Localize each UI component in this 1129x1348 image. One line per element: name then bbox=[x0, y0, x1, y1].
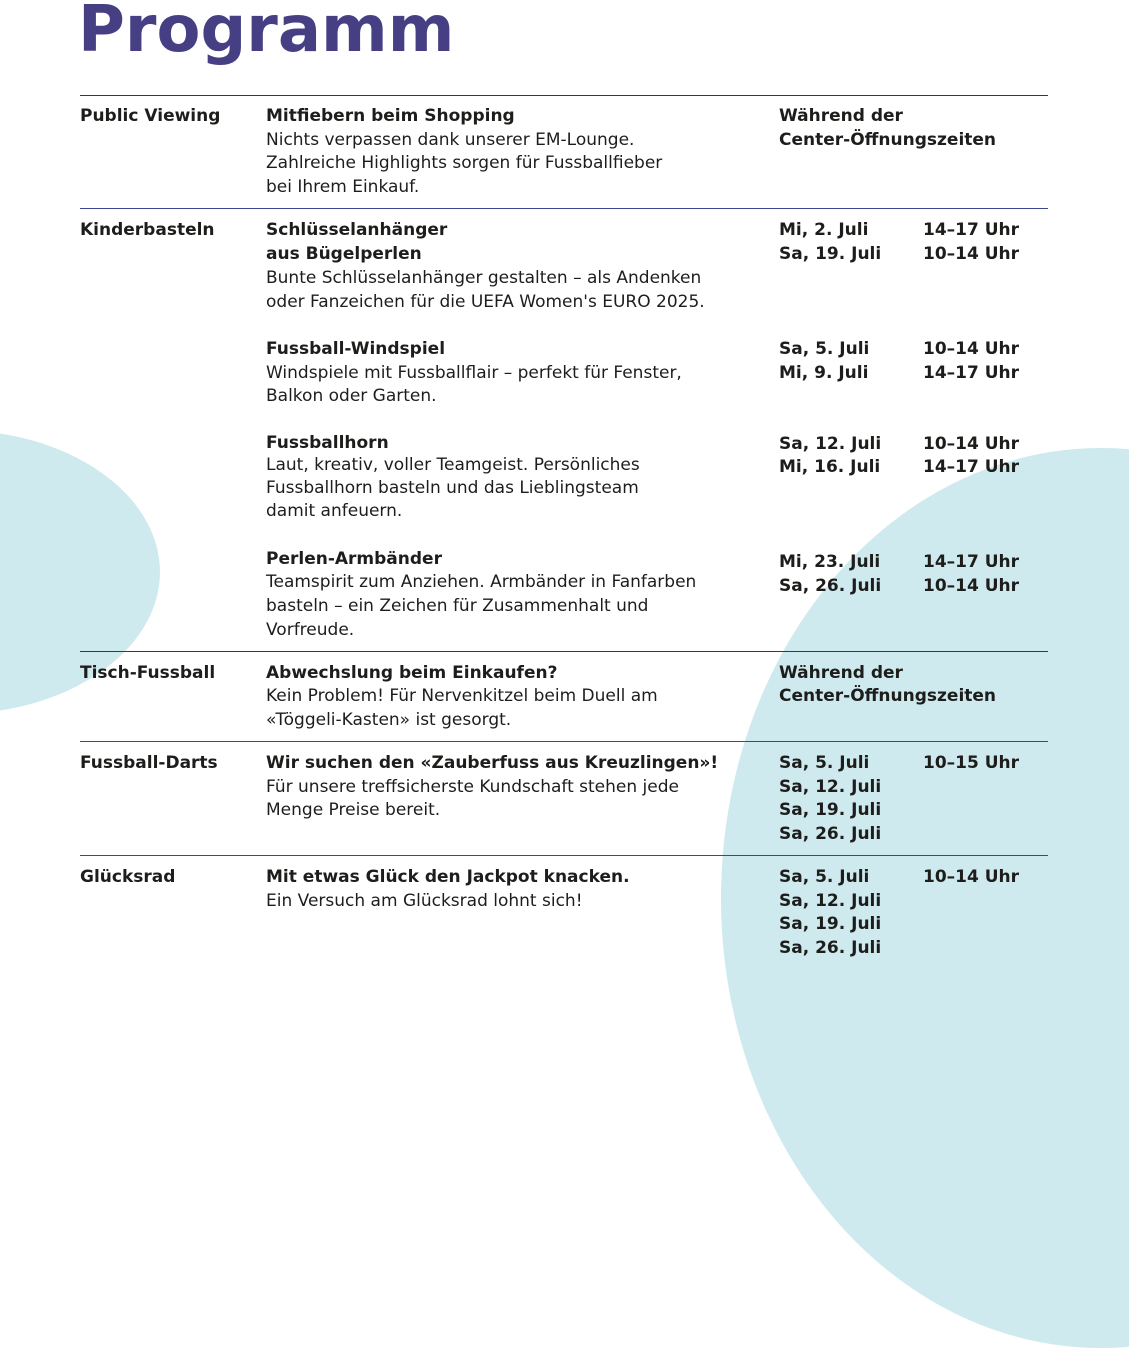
event-description-line: basteln – ein Zeichen für Zusammenhalt und bbox=[266, 596, 649, 616]
event-time: 14–17 Uhr bbox=[923, 457, 1020, 477]
event-time: 10–14 Uhr bbox=[923, 867, 1020, 887]
event-time: 10–14 Uhr bbox=[923, 244, 1020, 264]
event-date: Sa, 12. Juli bbox=[779, 891, 882, 911]
event-description-line: «Töggeli-Kasten» ist gesorgt. bbox=[266, 710, 512, 730]
divider bbox=[80, 95, 1048, 96]
event-description-line: Für unsere treffsicherste Kundschaft stehen jede bbox=[266, 777, 679, 797]
event-time: 10–15 Uhr bbox=[923, 753, 1020, 773]
event-time: 14–17 Uhr bbox=[923, 552, 1020, 572]
event-time: 14–17 Uhr bbox=[923, 220, 1020, 240]
category-label: Tisch-Fussball bbox=[80, 663, 216, 683]
event-date: Sa, 12. Juli bbox=[779, 777, 882, 797]
event-date: Mi, 2. Juli bbox=[779, 220, 869, 240]
event-time: 14–17 Uhr bbox=[923, 363, 1020, 383]
event-time: 10–14 Uhr bbox=[923, 339, 1020, 359]
divider bbox=[80, 741, 1048, 742]
event-description-line: Menge Preise bereit. bbox=[266, 800, 441, 820]
event-description-line: Ein Versuch am Glücksrad lohnt sich! bbox=[266, 891, 583, 911]
event-date: Sa, 26. Juli bbox=[779, 938, 882, 958]
event-description-line: Windspiele mit Fussballflair – perfekt für Fenster, bbox=[266, 363, 682, 383]
event-date: Mi, 9. Juli bbox=[779, 363, 869, 383]
page-title: Programm bbox=[78, 0, 455, 67]
category-label: Public Viewing bbox=[80, 106, 221, 126]
category-label: Kinderbasteln bbox=[80, 220, 215, 240]
event-date: Sa, 5. Juli bbox=[779, 867, 870, 887]
event-date: Sa, 26. Juli bbox=[779, 576, 882, 596]
divider bbox=[80, 855, 1048, 856]
event-heading: Wir suchen den «Zauberfuss aus Kreuzlingen»! bbox=[266, 753, 719, 773]
schedule-text: Center-Öffnungszeiten bbox=[779, 686, 997, 706]
event-date: Sa, 5. Juli bbox=[779, 753, 870, 773]
event-date: Mi, 16. Juli bbox=[779, 457, 881, 477]
divider bbox=[80, 208, 1048, 209]
event-description-line: bei Ihrem Einkauf. bbox=[266, 177, 420, 197]
event-date: Mi, 23. Juli bbox=[779, 552, 881, 572]
event-description-line: Laut, kreativ, voller Teamgeist. Persönliches bbox=[266, 455, 640, 475]
category-label: Glücksrad bbox=[80, 867, 176, 887]
schedule-text: Center-Öffnungszeiten bbox=[779, 130, 997, 150]
event-date: Sa, 19. Juli bbox=[779, 244, 882, 264]
event-date: Sa, 19. Juli bbox=[779, 800, 882, 820]
event-description-line: Teamspirit zum Anziehen. Armbänder in Fanfarben bbox=[266, 572, 697, 592]
event-date: Sa, 26. Juli bbox=[779, 824, 882, 844]
event-description-line: Nichts verpassen dank unserer EM-Lounge. bbox=[266, 130, 635, 150]
schedule-text: Während der bbox=[779, 663, 903, 683]
category-label: Fussball-Darts bbox=[80, 753, 218, 773]
event-description-line: Kein Problem! Für Nervenkitzel beim Duell am bbox=[266, 686, 658, 706]
event-heading: aus Bügelperlen bbox=[266, 244, 422, 264]
schedule-text: Während der bbox=[779, 106, 903, 126]
event-heading: Fussball-Windspiel bbox=[266, 339, 446, 359]
event-description-line: Bunte Schlüsselanhänger gestalten – als Andenken bbox=[266, 268, 702, 288]
event-time: 10–14 Uhr bbox=[923, 576, 1020, 596]
event-description-line: Zahlreiche Highlights sorgen für Fussballfieber bbox=[266, 153, 663, 173]
event-date: Sa, 5. Juli bbox=[779, 339, 870, 359]
event-time: 10–14 Uhr bbox=[923, 434, 1020, 454]
event-description-line: Vorfreude. bbox=[266, 620, 355, 640]
event-heading: Perlen-Armbänder bbox=[266, 549, 442, 569]
event-heading: Fussballhorn bbox=[266, 433, 389, 453]
event-description-line: Fussballhorn basteln und das Lieblingsteam bbox=[266, 478, 639, 498]
event-heading: Mit etwas Glück den Jackpot knacken. bbox=[266, 867, 630, 887]
event-description-line: damit anfeuern. bbox=[266, 501, 403, 521]
event-heading: Schlüsselanhänger bbox=[266, 220, 448, 240]
event-description-line: Balkon oder Garten. bbox=[266, 386, 437, 406]
event-heading: Mitfiebern beim Shopping bbox=[266, 106, 515, 126]
event-heading: Abwechslung beim Einkaufen? bbox=[266, 663, 558, 683]
event-description-line: oder Fanzeichen für die UEFA Women's EURO 2025. bbox=[266, 292, 705, 312]
event-date: Sa, 12. Juli bbox=[779, 434, 882, 454]
event-date: Sa, 19. Juli bbox=[779, 914, 882, 934]
divider bbox=[80, 651, 1048, 652]
